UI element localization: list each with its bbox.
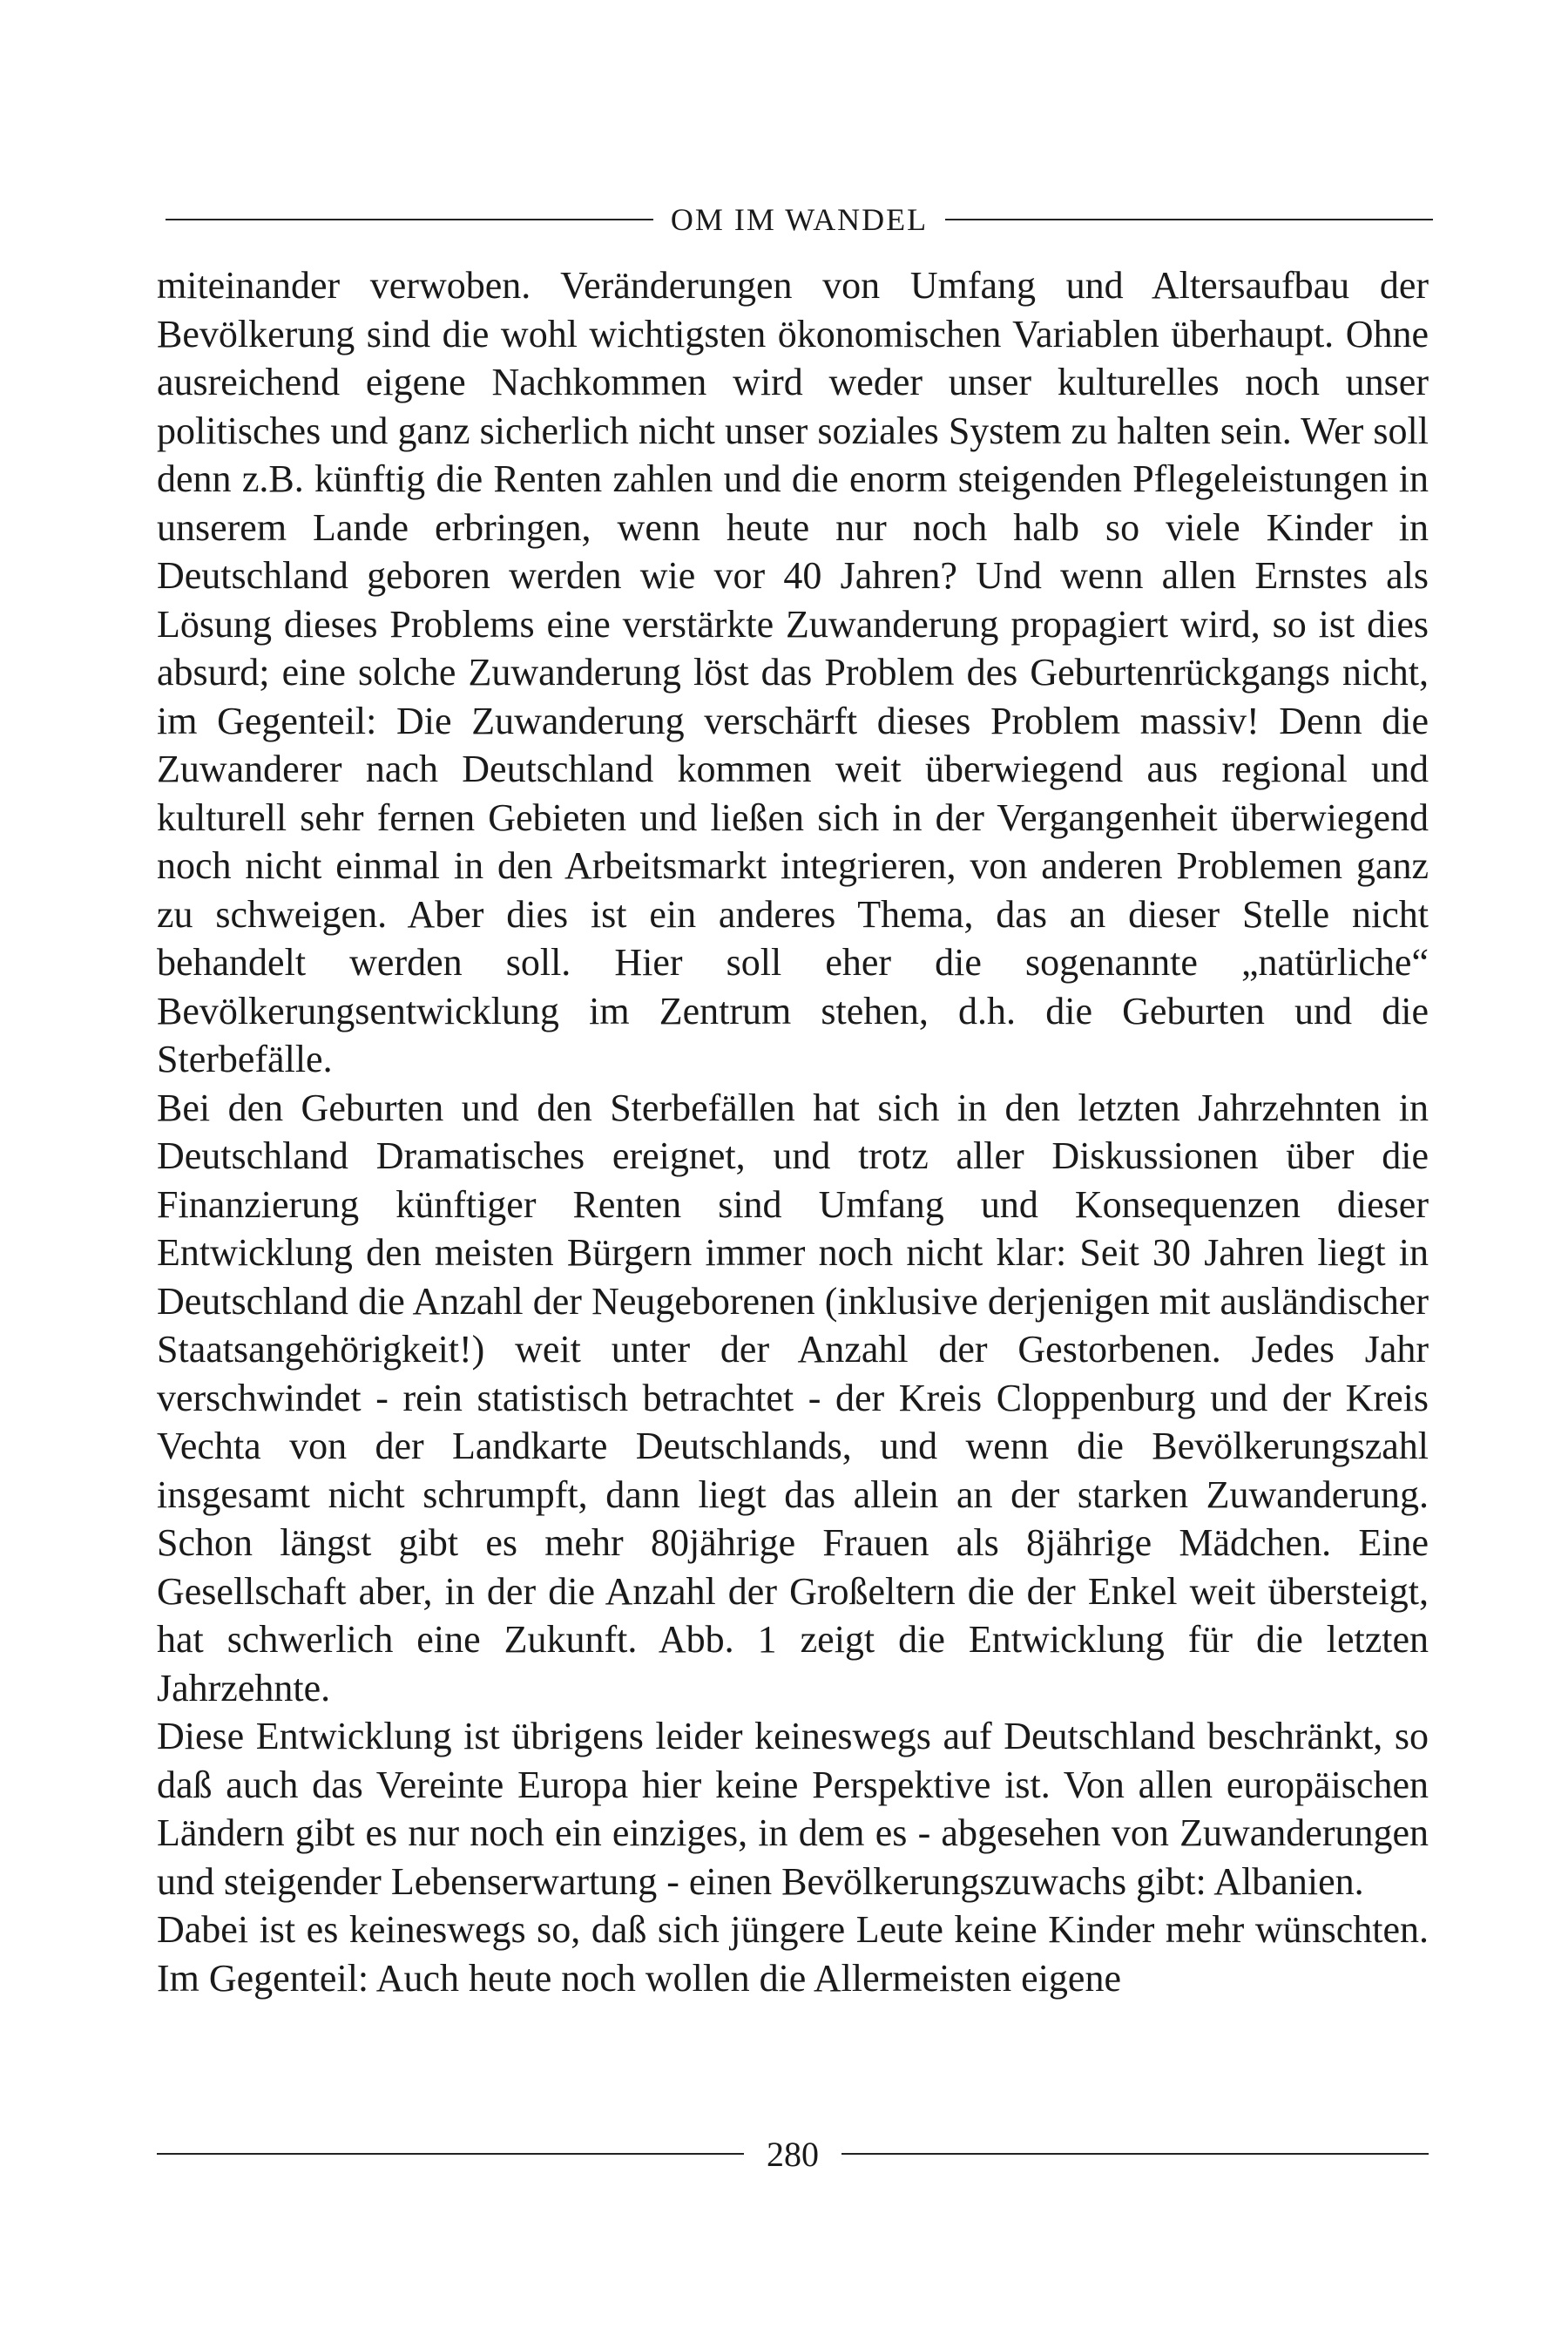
running-header [166,193,1433,246]
footer-rule-right [841,2153,1429,2155]
header-rule-right [945,219,1433,220]
header-rule-left [166,219,653,220]
page-footer [157,2128,1429,2180]
running-title: OM IM WANDEL [670,202,929,237]
paragraph: Diese Entwicklung ist übrigens leider keineswegs auf Deutschland beschränkt, so daß auch das Vereinte Europa hier keine Perspektive ist. Von allen europäischen Ländern gibt es nur noch ein einziges, in dem es - abgesehen von Zuwanderungen und steigender Lebenserwartung - einen Bevölkerungszuwachs gibt: Albanien. [157,1715,1429,1903]
footer-rule-left [157,2153,744,2155]
body-text [157,261,1429,2002]
paragraph: Dabei ist es keineswegs so, daß sich jüngere Leute keine Kinder mehr wünschten. Im Gegenteil: Auch heute noch wollen die Allermeisten eigene [157,1908,1429,2000]
paragraph: Bei den Geburten und den Sterbefällen hat sich in den letzten Jahrzehnten in Deutschland Dramatisches ereignet, und trotz aller Diskussionen über die Finanzierung künftiger Renten sind Umfang und Konsequenzen dieser Entwicklung den meisten Bürgern immer noch nicht klar: Seit 30 Jahren liegt in Deutschland die Anzahl der Neugeborenen (inklusive derjenigen mit ausländischer Staatsangehörigkeit!) weit unter der Anzahl der Gestorbenen. Jedes Jahr verschwindet - rein statistisch betrachtet - der Kreis Cloppenburg und der Kreis Vechta von der Landkarte Deutschlands, und wenn die Bevölkerungszahl insgesamt nicht schrumpft, dann liegt das allein an der starken Zuwanderung. Schon längst gibt es mehr 80jährige Frauen als 8jährige Mädchen. Eine Gesellschaft aber, in der die Anzahl der Großeltern die der Enkel weit übersteigt, hat schwerlich eine Zukunft. Abb. 1 zeigt die Entwicklung für die letzten Jahrzehnte. [157,1086,1429,1709]
paragraph: miteinander verwoben. Veränderungen von Umfang und Altersaufbau der Bevölkerung sind die wohl wichtigsten ökonomischen Variablen überhaupt. Ohne ausreichend eigene Nachkommen wird weder unser kulturelles noch unser politisches und ganz sicherlich nicht unser soziales System zu halten sein. Wer soll denn z.B. künftig die Renten zahlen und die enorm steigenden Pflegeleistungen in unserem Lande erbringen, wenn heute nur noch halb so viele Kinder in Deutschland geboren werden wie vor 40 Jahren? Und wenn allen Ernstes als Lösung dieses Problems eine verstärkte Zuwanderung propagiert wird, so ist dies absurd; eine solche Zuwanderung löst das Problem des Geburtenrückgangs nicht, im Gegenteil: Die Zuwanderung verschärft dieses Problem massiv! Denn die Zuwanderer nach Deutschland kommen weit überwiegend aus regional und kulturell sehr fernen Gebieten und ließen sich in der Vergangenheit überwiegend noch nicht einmal in den Arbeitsmarkt integrieren, von anderen Problemen ganz zu schweigen. Aber dies ist ein anderes Thema, das an dieser Stelle nicht behandelt werden soll. Hier soll eher die sogenannte „natürliche“ Bevölkerungsentwicklung im Zentrum stehen, d.h. die Geburten und die Sterbefälle. [157,264,1429,1080]
page-number: 280 [767,2134,819,2174]
